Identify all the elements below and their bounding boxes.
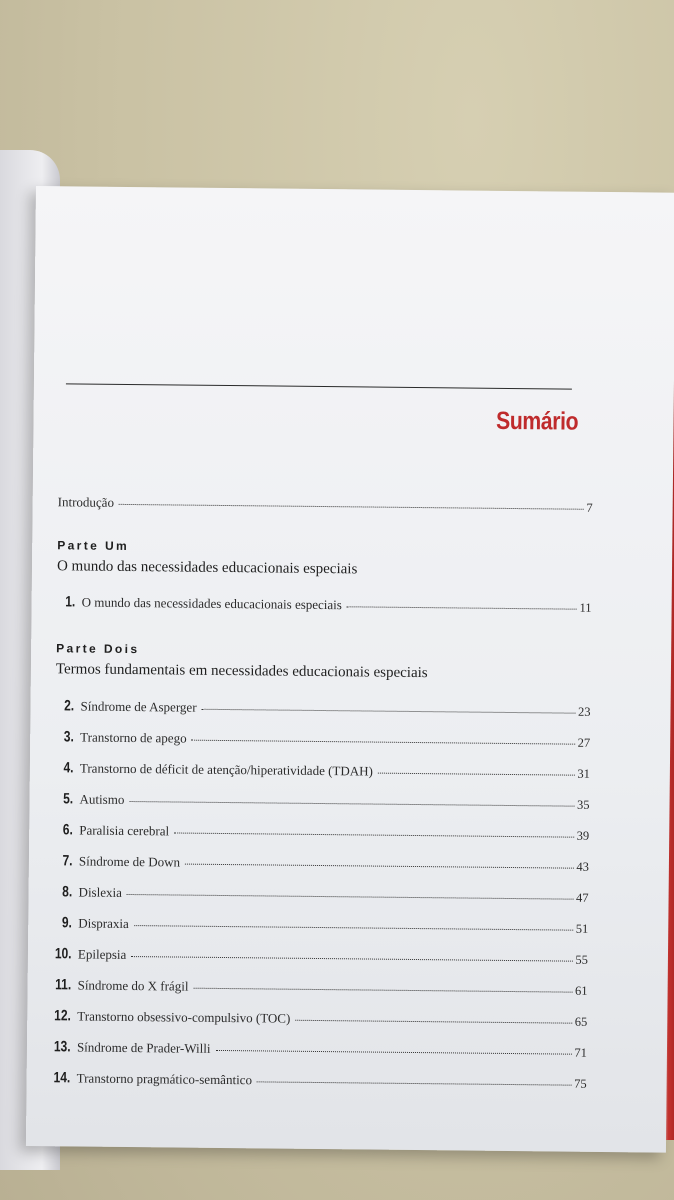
chapter-number: 10. (54, 945, 72, 963)
toc-page-number: 23 (577, 704, 591, 719)
toc-intro-label: Introdução (57, 494, 115, 510)
chapter-title: Síndrome de Asperger (80, 698, 197, 715)
header-rule (66, 383, 572, 389)
toc-page-number: 55 (575, 952, 589, 967)
leader-dots (192, 740, 575, 745)
leader-dots (134, 925, 573, 931)
toc-chapter-row (28, 914, 588, 937)
chapter-number: 14. (53, 1069, 71, 1087)
toc-chapter-row (32, 593, 592, 616)
leader-dots (193, 988, 572, 993)
chapter-title: Autismo (79, 791, 125, 807)
chapter-number: 9. (61, 914, 72, 932)
leader-dots (378, 773, 574, 776)
toc-page-number: 61 (575, 983, 588, 998)
toc-chapter-row (30, 728, 590, 751)
toc-chapter-row (27, 1007, 587, 1030)
leader-dots (185, 864, 573, 869)
toc-page-number: 65 (574, 1014, 588, 1029)
book-page (26, 186, 674, 1153)
chapter-number: 7. (62, 852, 73, 870)
toc-chapter-row (28, 945, 588, 968)
chapter-number: 6. (62, 821, 73, 839)
chapter-number: 1. (65, 593, 76, 611)
toc-chapter-row (27, 1069, 587, 1092)
chapter-title: Paralisia cerebral (79, 822, 170, 839)
leader-dots (129, 801, 574, 807)
chapter-number: 3. (63, 728, 74, 746)
toc-page-number: 11 (579, 600, 592, 615)
toc-page-number: 47 (576, 890, 589, 905)
chapter-title: Dislexia (78, 884, 123, 900)
toc-chapter-row (29, 883, 589, 906)
part-one-title: O mundo das necessidades educacionais especiais (56, 558, 358, 578)
chapter-title: Transtorno de déficit de atenção/hiperatividade (TDAH) (79, 760, 373, 779)
leader-dots (295, 1020, 571, 1024)
chapter-number: 4. (63, 759, 74, 777)
part-one-label: Parte Um (57, 538, 130, 553)
chapter-title: Dispraxia (78, 915, 129, 932)
toc-chapter-row (29, 790, 589, 813)
toc-page-number: 31 (577, 766, 590, 781)
chapter-title: Transtorno obsessivo-compulsivo (TOC) (77, 1008, 291, 1026)
leader-dots (347, 606, 577, 609)
part-two-title: Termos fundamentais em necessidades educacionais especiais (55, 661, 428, 682)
leader-dots (119, 504, 583, 510)
chapter-title: Síndrome de Down (78, 853, 181, 870)
leader-dots (257, 1081, 571, 1085)
toc-chapter-row (27, 1038, 587, 1061)
leader-dots (131, 956, 572, 962)
chapter-number: 2. (64, 697, 75, 715)
chapter-number: 11. (55, 976, 72, 994)
leader-dots (202, 709, 575, 714)
chapter-number: 8. (62, 883, 73, 901)
toc-chapter-row (29, 852, 589, 875)
toc-page-number: 27 (577, 735, 591, 750)
leader-dots (174, 832, 574, 837)
toc-page-number: 43 (576, 859, 589, 874)
toc-page-number: 39 (576, 828, 590, 843)
chapter-number: 13. (53, 1038, 71, 1056)
chapter-number: 5. (63, 790, 74, 808)
chapter-title: O mundo das necessidades educacionais especiais (81, 594, 342, 613)
page-title: Sumário (496, 406, 579, 436)
chapter-title: Síndrome de Prader-Willi (76, 1039, 211, 1056)
leader-dots (127, 894, 573, 900)
chapter-title: Síndrome do X frágil (77, 977, 189, 994)
toc-page-number: 35 (576, 797, 590, 812)
toc-chapter-row (29, 821, 589, 844)
toc-page-number: 51 (575, 921, 589, 936)
toc-chapter-row (28, 976, 588, 999)
toc-page-number: 7 (586, 500, 593, 515)
toc-intro-row (58, 494, 593, 516)
toc-page-number: 71 (574, 1045, 588, 1060)
leader-dots (215, 1050, 571, 1055)
chapter-title: Transtorno pragmático-semântico (76, 1070, 253, 1088)
chapter-title: Transtorno de apego (80, 729, 187, 746)
chapter-title: Epilepsia (77, 946, 127, 962)
toc-page-number: 75 (574, 1076, 587, 1091)
part-two-label: Parte Dois (56, 641, 140, 657)
chapter-number: 12. (54, 1007, 72, 1025)
toc-chapter-row (30, 697, 590, 720)
toc-chapter-row (30, 759, 590, 782)
